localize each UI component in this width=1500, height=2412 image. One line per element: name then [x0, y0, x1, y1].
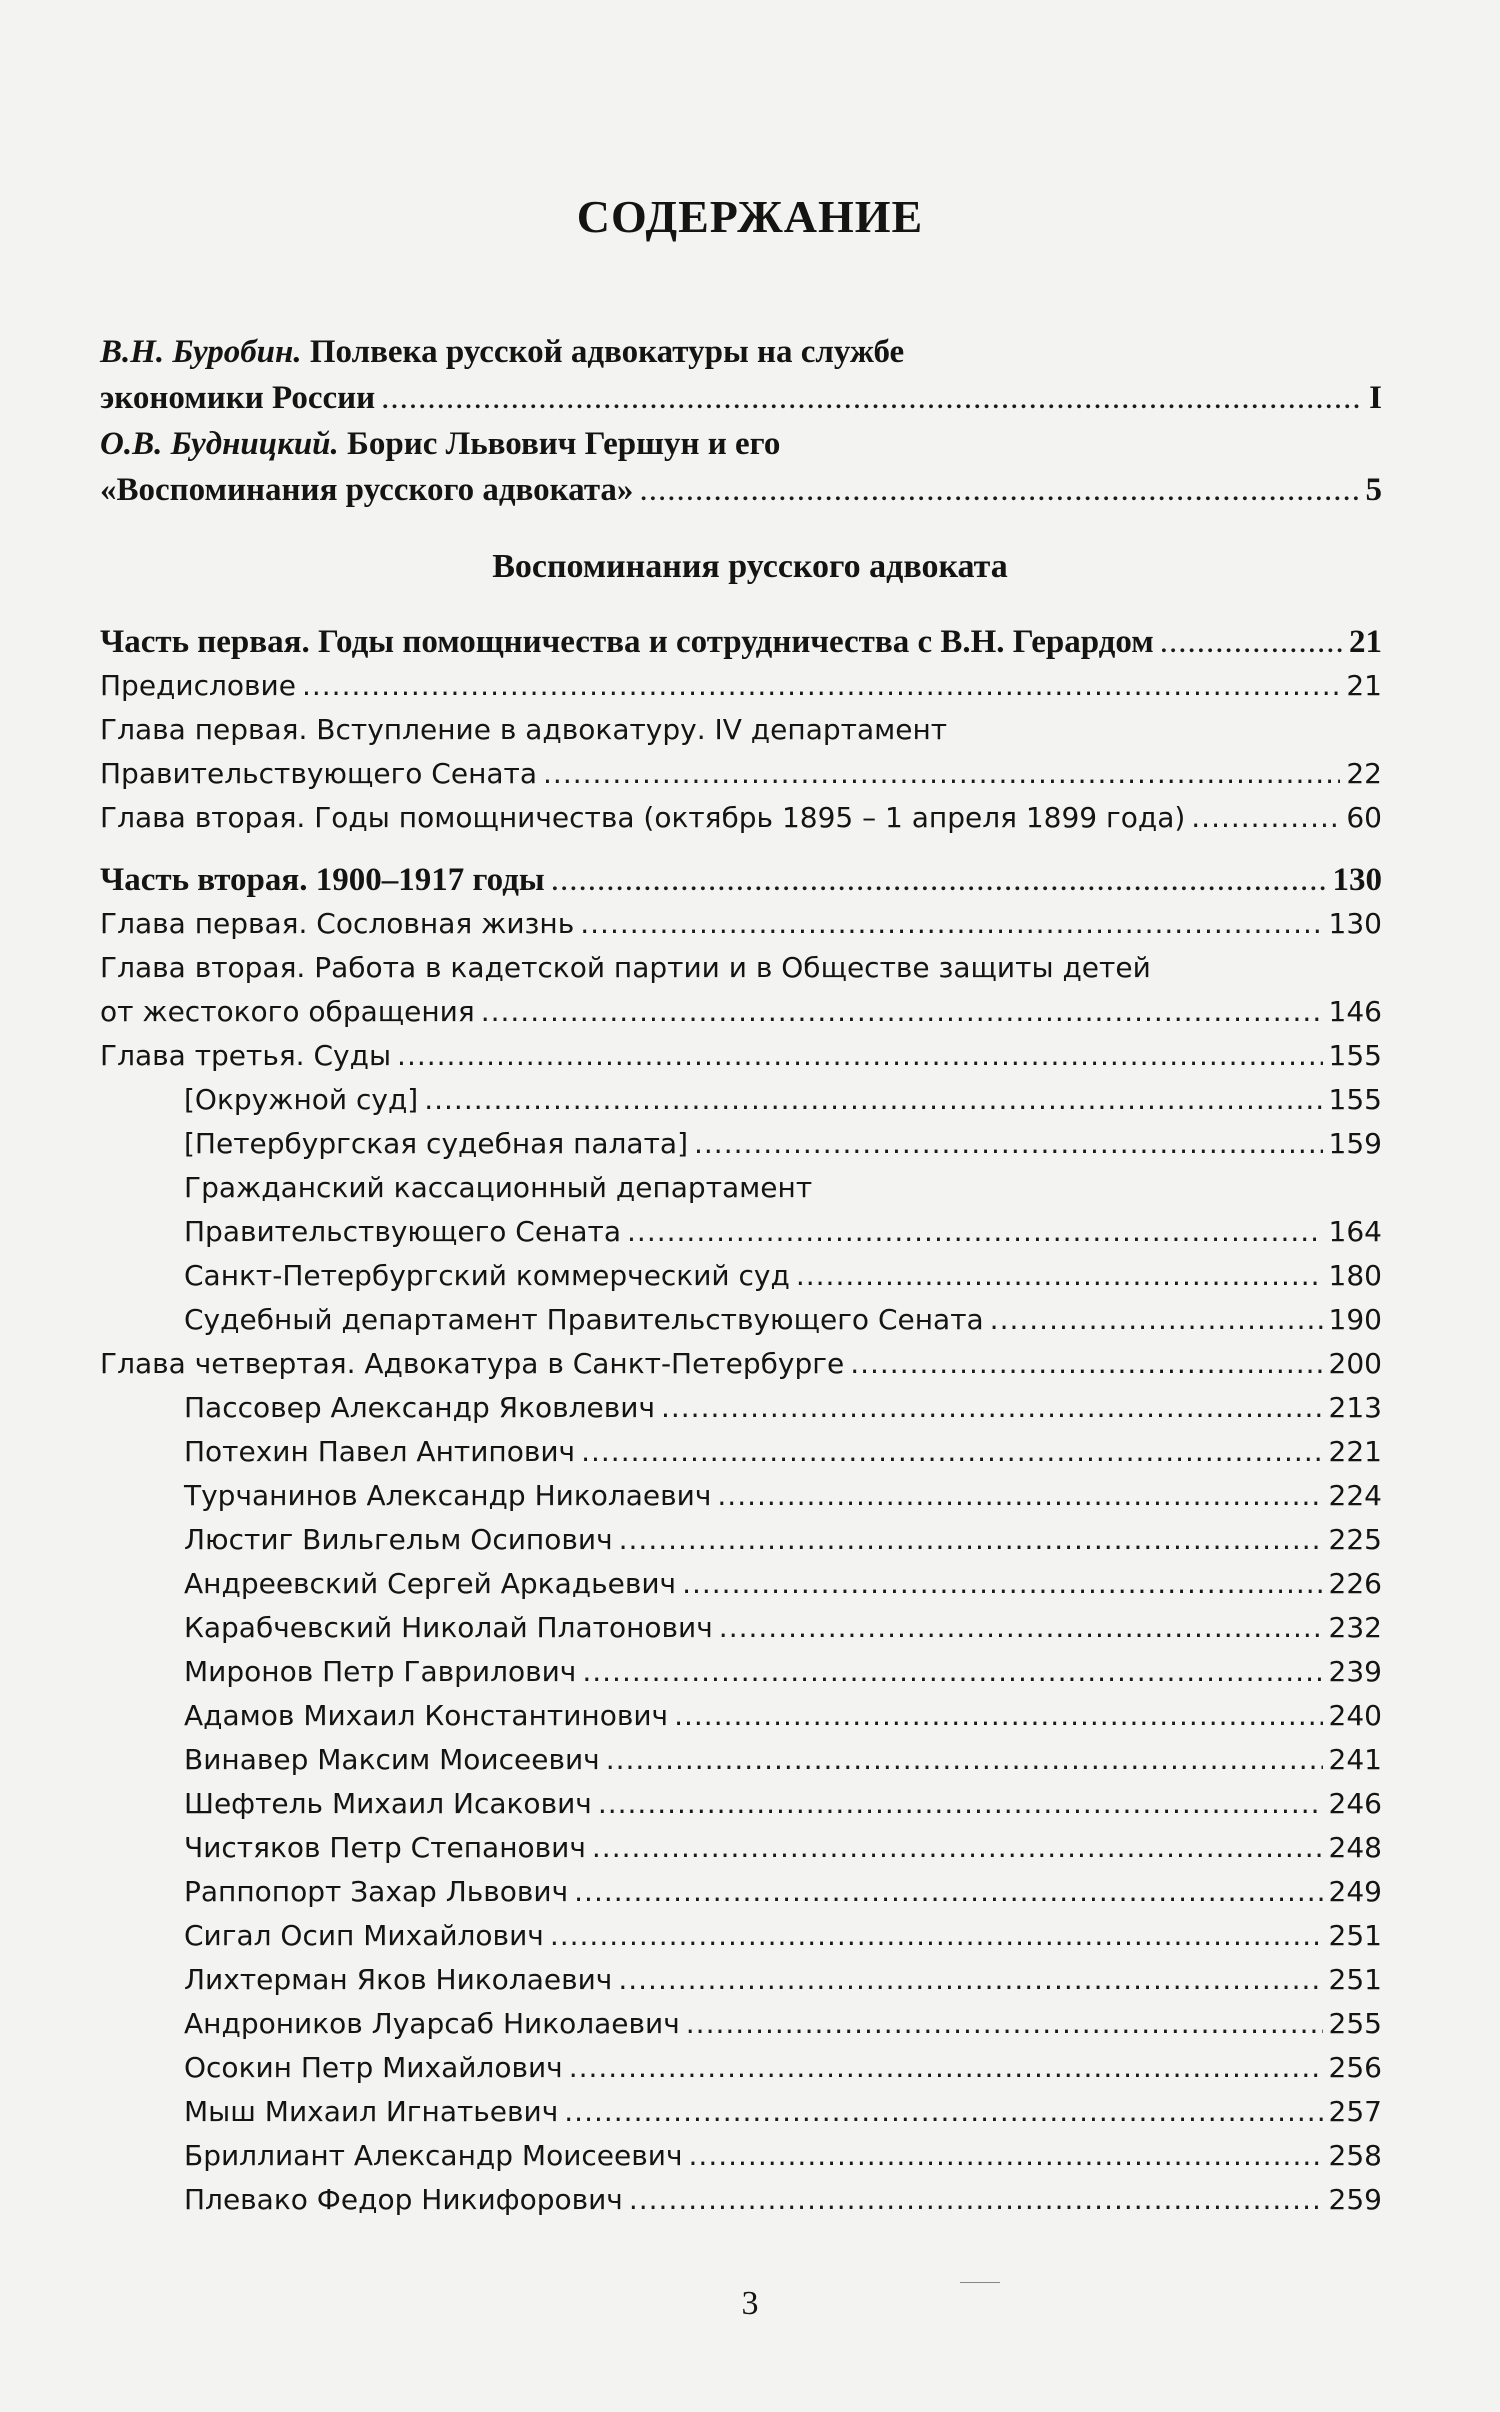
dot-leader [627, 1210, 1323, 1254]
dot-leader [581, 1430, 1322, 1474]
toc-entry-page: 5 [1365, 472, 1382, 508]
toc-entry-label [184, 2002, 680, 2046]
toc-entry [184, 2134, 1382, 2178]
dot-leader [719, 1606, 1323, 1650]
toc-entry-label [184, 2134, 683, 2178]
toc-entry-page: 249 [1328, 1875, 1382, 1908]
toc-entry-label [184, 1078, 418, 1122]
toc-entry-label [184, 1958, 612, 2002]
toc-entry [100, 858, 1382, 902]
toc-entry-text: Андреевский Сергей Аркадьевич [184, 1567, 677, 1600]
toc-entry-label [184, 1298, 984, 1342]
section-heading: Воспоминания русского адвоката [492, 548, 1008, 585]
dot-leader [550, 1914, 1323, 1958]
dot-leader [796, 1254, 1323, 1298]
toc-entry-text: Глава вторая. Годы помощничества (октябрь 1895 – 1 апреля 1899 года) [100, 801, 1186, 834]
toc-entry-label [184, 1914, 544, 1958]
dot-leader [674, 1694, 1322, 1738]
toc-entry-text: Правительствующего Сената [184, 1215, 622, 1248]
toc-entry [184, 1210, 1382, 1254]
toc-entry-page: 130 [1332, 862, 1382, 898]
toc-entry [184, 2090, 1382, 2134]
dot-leader [551, 858, 1327, 902]
toc-entry-page: 251 [1328, 1963, 1382, 1996]
toc-entry [100, 708, 1382, 752]
dot-leader [990, 1298, 1323, 1342]
toc-entry-label [184, 1210, 621, 1254]
toc-entry-page: 225 [1328, 1523, 1382, 1556]
toc-entry-text: Карабчевский Николай Платонович [184, 1611, 713, 1644]
dot-leader [1191, 796, 1340, 840]
dot-leader [397, 1034, 1323, 1078]
toc-entry-label [184, 1166, 812, 1210]
toc-entry-page: 22 [1346, 757, 1382, 790]
page-number: 3 [741, 2285, 759, 2322]
dot-leader [686, 2002, 1323, 2046]
toc-entry-label [184, 1430, 575, 1474]
toc-entry-page: 213 [1328, 1391, 1382, 1424]
toc-entry-text: Винавер Максим Моисеевич [184, 1743, 600, 1776]
dot-leader [689, 2134, 1323, 2178]
toc-entry-text: Плевако Федор Никифорович [184, 2183, 623, 2216]
toc-entry-text: Турчанинов Александр Николаевич [184, 1479, 712, 1512]
toc-entry [184, 1694, 1382, 1738]
toc-entry-label [184, 1650, 576, 1694]
toc-entry-page: 190 [1328, 1303, 1382, 1336]
toc-entry-page: 21 [1346, 669, 1382, 702]
dot-leader [424, 1078, 1322, 1122]
toc-entry-page: 248 [1328, 1831, 1382, 1864]
toc-entry-page: 130 [1328, 907, 1382, 940]
toc-entry-text: Глава первая. Сословная жизнь [100, 907, 575, 940]
toc-entry-label [184, 1122, 688, 1166]
dot-leader [661, 1386, 1323, 1430]
toc-entry [184, 1958, 1382, 2002]
toc-entry-label [184, 1738, 600, 1782]
toc-entry-page: 256 [1328, 2051, 1382, 2084]
toc-entry-text: Глава первая. Вступление в адвокатуру. IV департамент [100, 713, 948, 746]
toc-entry-text: Шефтель Михаил Исакович [184, 1787, 592, 1820]
toc-entry [184, 1650, 1382, 1694]
toc-entry-page: 221 [1328, 1435, 1382, 1468]
toc-entry-label [184, 2046, 563, 2090]
toc-entry-page: 226 [1328, 1567, 1382, 1600]
toc-entry-page: 246 [1328, 1787, 1382, 1820]
toc-entry-text: Андроников Луарсаб Николаевич [184, 2007, 680, 2040]
footer-rule [960, 2282, 1000, 2283]
toc-entry-page: 258 [1328, 2139, 1382, 2172]
toc-entry-text: Глава вторая. Работа в кадетской партии и в Обществе защиты детей [100, 951, 1151, 984]
toc-entry-label [184, 1870, 568, 1914]
toc-entry [100, 468, 1382, 512]
toc-entry-text: Часть вторая. 1900–1917 годы [100, 862, 545, 898]
toc-entry-text: Осокин Петр Михайлович [184, 2051, 563, 2084]
toc-entry-text: Адамов Михаил Константинович [184, 1699, 669, 1732]
dot-leader [592, 1826, 1323, 1870]
toc-entry-text: Гражданский кассационный департамент [184, 1171, 813, 1204]
dot-leader [682, 1562, 1322, 1606]
toc-entry-text: Глава четвертая. Адвокатура в Санкт-Петербурге [100, 1347, 845, 1380]
toc-entry-label [184, 1694, 668, 1738]
toc-entry [100, 1034, 1382, 1078]
toc-entry [184, 1298, 1382, 1342]
toc-entry [100, 664, 1382, 708]
toc-entry-text: Глава третья. Суды [100, 1039, 392, 1072]
toc-entry [100, 422, 1382, 466]
toc-entry-page: 259 [1328, 2183, 1382, 2216]
toc-entry [100, 376, 1382, 420]
toc-entry-label [100, 902, 574, 946]
toc-entry-page: 155 [1328, 1083, 1382, 1116]
toc-entry [100, 1342, 1382, 1386]
toc-entry-text: Лихтерман Яков Николаевич [184, 1963, 613, 1996]
dot-leader [481, 990, 1323, 1034]
toc-entry-label [184, 1782, 592, 1826]
toc-entry-text: Сигал Осип Михайлович [184, 1919, 544, 1952]
toc-entry [184, 1166, 1382, 1210]
toc-entry-page: 164 [1328, 1215, 1382, 1248]
toc-entry-page: 255 [1328, 2007, 1382, 2040]
dot-leader [850, 1342, 1322, 1386]
toc-entry [184, 1738, 1382, 1782]
toc-entry [100, 796, 1382, 840]
dot-leader [629, 2178, 1323, 2222]
toc-entry [184, 1122, 1382, 1166]
toc-entry-page: 21 [1349, 624, 1382, 660]
toc-entry-text: [Петербургская судебная палата] [184, 1127, 688, 1160]
toc-entry-text: Люстиг Вильгельм Осипович [184, 1523, 613, 1556]
toc-entry-label [100, 468, 633, 512]
toc-entry [184, 1782, 1382, 1826]
dot-leader [569, 2046, 1323, 2090]
toc-entry-page: 146 [1328, 995, 1382, 1028]
toc-entry-page: 240 [1328, 1699, 1382, 1732]
toc-entry-text: Правительствующего Сената [100, 757, 538, 790]
toc-entry [184, 2046, 1382, 2090]
toc-entry-page: 60 [1346, 801, 1382, 834]
toc-entry-author: В.Н. Буробин. [100, 334, 302, 370]
toc-entry-label [184, 2178, 623, 2222]
toc-entry [184, 2178, 1382, 2222]
toc-entry-label [100, 990, 475, 1034]
toc-entry-text: Судебный департамент Правительствующего Сената [184, 1303, 984, 1336]
dot-leader [580, 902, 1322, 946]
toc-entry-page: 159 [1328, 1127, 1382, 1160]
toc-entry-page: I [1369, 380, 1382, 416]
toc-entry-label [184, 1254, 790, 1298]
toc-entry-text: Пассовер Александр Яковлевич [184, 1391, 655, 1424]
toc-entry-text: Миронов Петр Гаврилович [184, 1655, 577, 1688]
toc-entry-page: 239 [1328, 1655, 1382, 1688]
toc-entry-page: 200 [1328, 1347, 1382, 1380]
toc-entry-text: Мыш Михаил Игнатьевич [184, 2095, 559, 2128]
toc-entry-label [100, 708, 947, 752]
toc-entry [184, 1518, 1382, 1562]
toc-entry [184, 1386, 1382, 1430]
dot-leader [574, 1870, 1322, 1914]
toc-entry-label [100, 422, 780, 466]
toc-entry-text: Предисловие [100, 669, 296, 702]
toc-entry-text: «Воспоминания русского адвоката» [100, 472, 634, 508]
toc-entry-text: Борис Львович Гершун и его [347, 426, 781, 462]
toc-entry-text: Раппопорт Захар Львович [184, 1875, 569, 1908]
toc-entry-label [100, 376, 375, 420]
toc-entry-page: 155 [1328, 1039, 1382, 1072]
toc-entry-page: 241 [1328, 1743, 1382, 1776]
dot-leader [618, 1958, 1322, 2002]
toc-entry-label [100, 946, 1151, 990]
toc-entry [184, 1474, 1382, 1518]
toc-entry-label [184, 1474, 711, 1518]
dot-leader [381, 376, 1363, 420]
toc-entry [100, 752, 1382, 796]
toc-entry-label [100, 858, 545, 902]
toc-entry-label [184, 1386, 655, 1430]
toc-entry [184, 1078, 1382, 1122]
toc-entry-text: Полвека русской адвокатуры на службе [309, 334, 905, 370]
dot-leader [1160, 620, 1343, 664]
toc-entry-label [100, 664, 296, 708]
toc-entry [100, 990, 1382, 1034]
dot-leader [598, 1782, 1323, 1826]
dot-leader [302, 664, 1340, 708]
dot-leader [564, 2090, 1322, 2134]
toc-entry [100, 330, 1382, 374]
toc-entry-page: 224 [1328, 1479, 1382, 1512]
toc-entry-page: 232 [1328, 1611, 1382, 1644]
dot-leader [582, 1650, 1322, 1694]
toc-entry [184, 1254, 1382, 1298]
toc-entry-label [184, 1562, 676, 1606]
toc-entry [100, 946, 1382, 990]
toc-entry-label [184, 2090, 558, 2134]
toc-entry [184, 1606, 1382, 1650]
toc-entry-text: Чистяков Петр Степанович [184, 1831, 586, 1864]
dot-leader [606, 1738, 1323, 1782]
toc-entry-page: 257 [1328, 2095, 1382, 2128]
toc-entry-label [100, 1342, 844, 1386]
toc-entry-page: 251 [1328, 1919, 1382, 1952]
toc-entry-label [184, 1518, 613, 1562]
toc-entry-text: [Окружной суд] [184, 1083, 419, 1116]
toc-entry-text: Часть первая. Годы помощничества и сотрудничества с В.Н. Герардом [100, 624, 1154, 660]
toc-entry-label [100, 796, 1185, 840]
toc-entry-label [100, 330, 904, 374]
toc-entry-label [184, 1606, 713, 1650]
toc-entry-label [100, 752, 537, 796]
dot-leader [543, 752, 1340, 796]
toc-entry-label [100, 1034, 391, 1078]
toc-entry-label [100, 620, 1154, 664]
dot-leader [717, 1474, 1322, 1518]
toc-entry [184, 1430, 1382, 1474]
toc-entry-text: от жестокого обращения [100, 995, 475, 1028]
toc-entry [100, 902, 1382, 946]
toc-entry-text: Потехин Павел Антипович [184, 1435, 576, 1468]
toc-entry [184, 1870, 1382, 1914]
toc-entry-text: Бриллиант Александр Моисеевич [184, 2139, 683, 2172]
dot-leader [694, 1122, 1323, 1166]
toc-entry-page: 180 [1328, 1259, 1382, 1292]
toc-entry-text: экономики России [100, 380, 376, 416]
toc-entry-author: О.В. Будницкий. [100, 426, 339, 462]
toc-entry-text: Санкт-Петербургский коммерческий суд [184, 1259, 790, 1292]
dot-leader [619, 1518, 1323, 1562]
toc-entry [184, 2002, 1382, 2046]
toc-entry [100, 620, 1382, 664]
toc-entry [184, 1562, 1382, 1606]
toc-entry [184, 1914, 1382, 1958]
toc-entry [184, 1826, 1382, 1870]
dot-leader [639, 468, 1359, 512]
toc-entry-label [184, 1826, 586, 1870]
page-title: СОДЕРЖАНИЕ [576, 191, 924, 242]
